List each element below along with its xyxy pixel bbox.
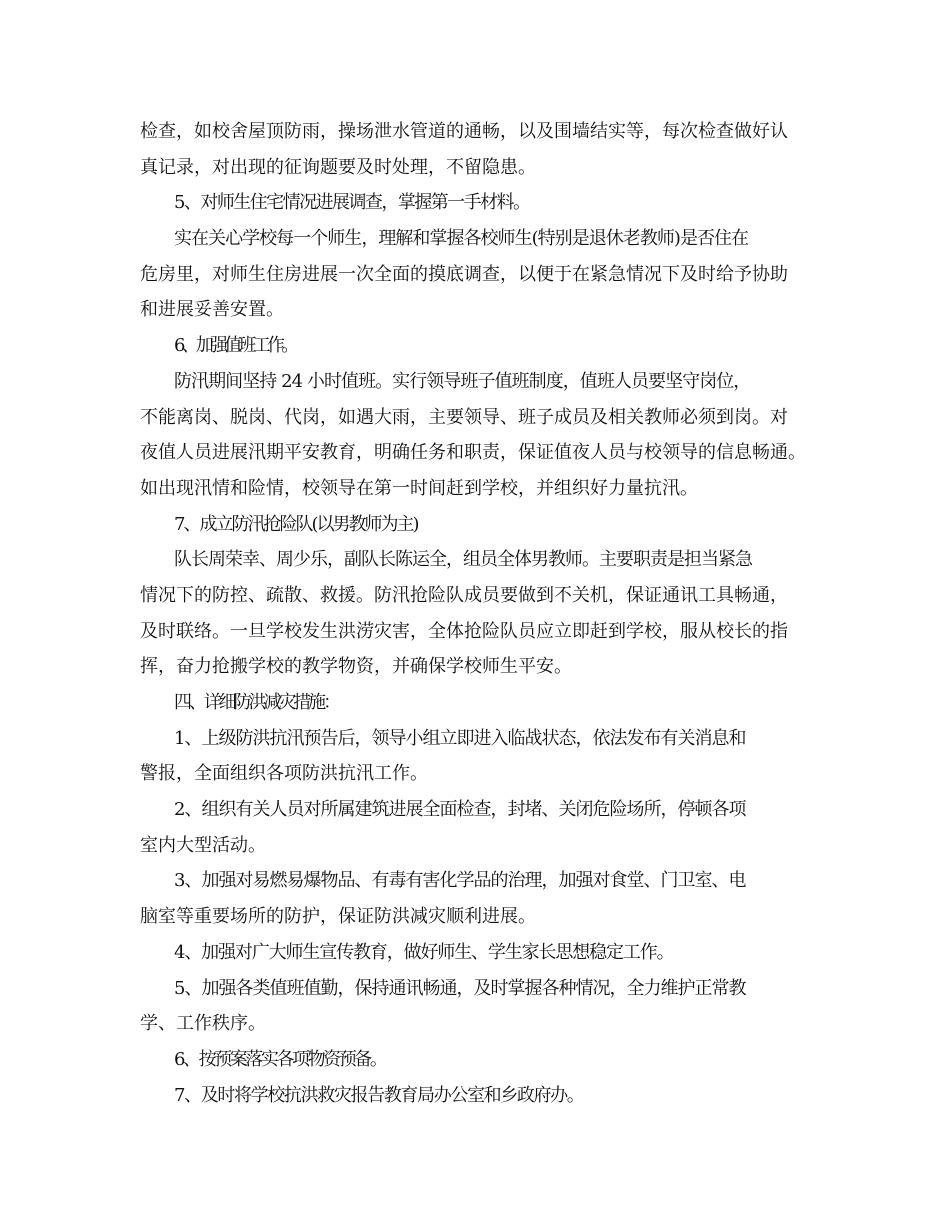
text-line: 真记录，对出现的征询题要及时处理，不留隐患。 (140, 156, 536, 178)
text-line: 3、加强对易燃易爆物品、有毒有害化学品的治理，加强对食堂、门卫室、电 (174, 870, 746, 892)
text-line: 2、组织有关人员对所属建筑进展全面检查，封堵、关闭危险场所，停顿各项 (174, 799, 746, 821)
text-line: 危房里，对师生住房进展一次全面的摸底调查，以便于在紧急情况下及时给予协助 (140, 263, 788, 285)
text-line: 5、对师生住宅情况进展调查，掌握第一手材料。 (174, 192, 530, 214)
text-line: 脑室等重要场所的防护，保证防洪减灾顺利进展。 (140, 906, 536, 928)
text-line: 不能离岗、脱岗、代岗，如遇大雨，主要领导、班子成员及相关教师必须到岗。对 (140, 406, 788, 428)
text-line: 检查，如校舍屋顶防雨，操场泄水管道的通畅，以及围墙结实等，每次检查做好认 (140, 121, 788, 142)
text-line: 队长周荣幸、周少乐，副队长陈运全，组员全体男教师。主要职责是担当紧急 (174, 549, 752, 571)
text-line: 7、及时将学校抗洪救灾报告教育局办公室和乡政府办。 (174, 1084, 584, 1106)
text-line: 室内大型活动。 (140, 834, 266, 856)
text-line: 实在关心学校每一个师生，理解和掌握各校师生(特别是退休老教师)是否住在 (174, 228, 749, 250)
text-line: 如出现汛情和险情，校领导在第一时间赶到学校，并组织好力量抗汛。 (140, 477, 698, 499)
text-line: 6、加强值班工作。 (174, 335, 296, 357)
text-line: 7、成立防汛抢险队(以男教师为主) (174, 513, 418, 535)
text-line: 学、工作秩序。 (140, 1013, 266, 1035)
text-line: 挥，奋力抢搬学校的教学物资，并确保学校师生平安。 (140, 656, 572, 678)
text-line: 夜值人员进展汛期平安教育，明确任务和职责，保证值夜人员与校领导的信息畅通。 (140, 442, 806, 464)
text-line: 四、详细防洪减灾措施： (174, 692, 338, 713)
text-line: 情况下的防控、疏散、救援。防汛抢险队成员要做到不关机，保证通讯工具畅通， (140, 584, 788, 606)
text-line: 5、加强各类值班值勤，保持通讯畅通，及时掌握各种情况，全力维护正常教 (174, 977, 746, 999)
text-line: 1、上级防洪抗汛预告后，领导小组立即进入临战状态，依法发布有关消息和 (174, 727, 746, 749)
text-line: 4、加强对广大师生宣传教育，做好师生、学生家长思想稳定工作。 (174, 941, 674, 963)
text-line: 6、按预案落实各项物资预备。 (174, 1048, 386, 1070)
text-line: 及时联络。一旦学校发生洪涝灾害，全体抢险队员应立即赶到学校，服从校长的指 (140, 620, 788, 642)
text-line: 和进展妥善安置。 (140, 299, 284, 321)
text-line: 防汛期间坚持 24 小时值班。实行领导班子值班制度，值班人员要坚守岗位， (174, 370, 751, 392)
document-body (140, 114, 830, 1113)
text-line: 警报，全面组织各项防洪抗汛工作。 (140, 763, 428, 785)
